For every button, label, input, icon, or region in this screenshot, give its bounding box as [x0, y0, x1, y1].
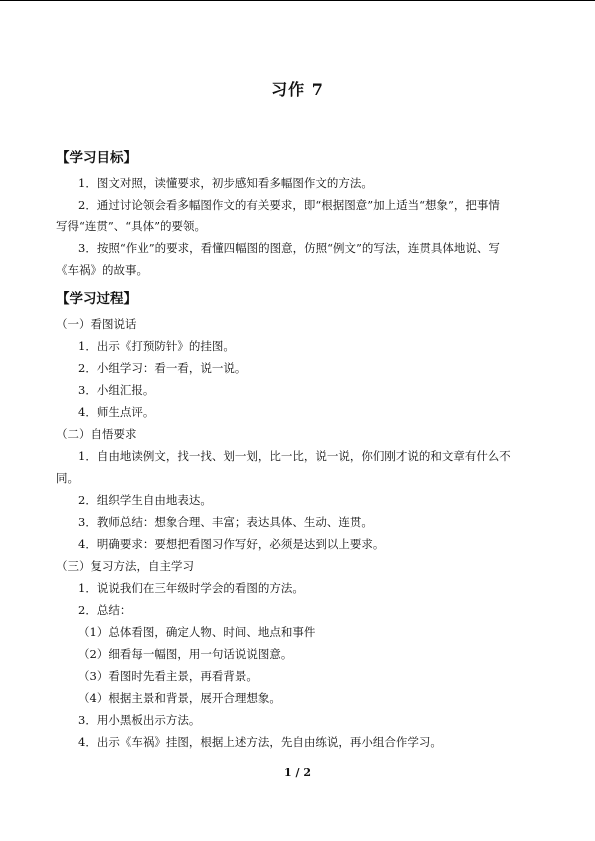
goals-heading: 【学习目标】 [56, 150, 137, 166]
goals-line: 2．通过讨论领会看多幅图作文的有关要求，即“根据图意”加上适当“想象”，把事情 [78, 198, 500, 212]
process-heading: 【学习过程】 [56, 291, 137, 307]
process-line: 4．出示《车祸》挂图，根据上述方法，先自由练说，再小组合作学习。 [78, 735, 442, 749]
process-line: 3．用小黑板出示方法。 [78, 713, 201, 727]
section-heading: （三）复习方法，自主学习 [56, 559, 194, 573]
section-heading: （一）看图说话 [56, 317, 137, 331]
process-line: 4．明确要求：要想把看图习作写好，必须是达到以上要求。 [78, 537, 385, 551]
process-line: （3）看图时先看主景，再看背景。 [78, 669, 258, 683]
process-line: 1．出示《打预防针》的挂图。 [78, 339, 235, 353]
page-title: 习作 7 [271, 80, 324, 99]
process-line: 2．总结： [78, 603, 132, 617]
goals-line: 写得“连贯”、“具体”的要领。 [56, 219, 207, 233]
goals-line: 3．按照“作业”的要求，看懂四幅图的图意，仿照“例文”的写法，连贯具体地说、写 [78, 241, 500, 255]
page-number: 1 / 2 [284, 766, 311, 779]
process-line: 同。 [56, 471, 79, 485]
process-line: 3．教师总结：想象合理、丰富；表达具体、生动、连贯。 [78, 515, 373, 529]
top-border-line [0, 0, 595, 1]
process-line: （2）细看每一幅图，用一句话说说图意。 [78, 647, 293, 661]
process-line: 4．师生点评。 [78, 405, 155, 419]
process-line: 1．说说我们在三年级时学会的看图的方法。 [78, 581, 304, 595]
process-line: 2．小组学习：看一看，说一说。 [78, 361, 247, 375]
process-line: 3．小组汇报。 [78, 383, 155, 397]
process-line: （4）根据主景和背景，展开合理想象。 [78, 691, 281, 705]
section-heading: （二）自悟要求 [56, 427, 137, 441]
process-line: 1．自由地读例文，找一找、划一划，比一比，说一说，你们刚才说的和文章有什么不 [78, 449, 511, 463]
goals-line: 《车祸》的故事。 [56, 263, 148, 277]
goals-line: 1．图文对照，读懂要求，初步感知看多幅图作文的方法。 [78, 176, 373, 190]
process-line: 2．组织学生自由地表达。 [78, 493, 212, 507]
process-line: （1）总体看图，确定人物、时间、地点和事件 [78, 625, 316, 639]
